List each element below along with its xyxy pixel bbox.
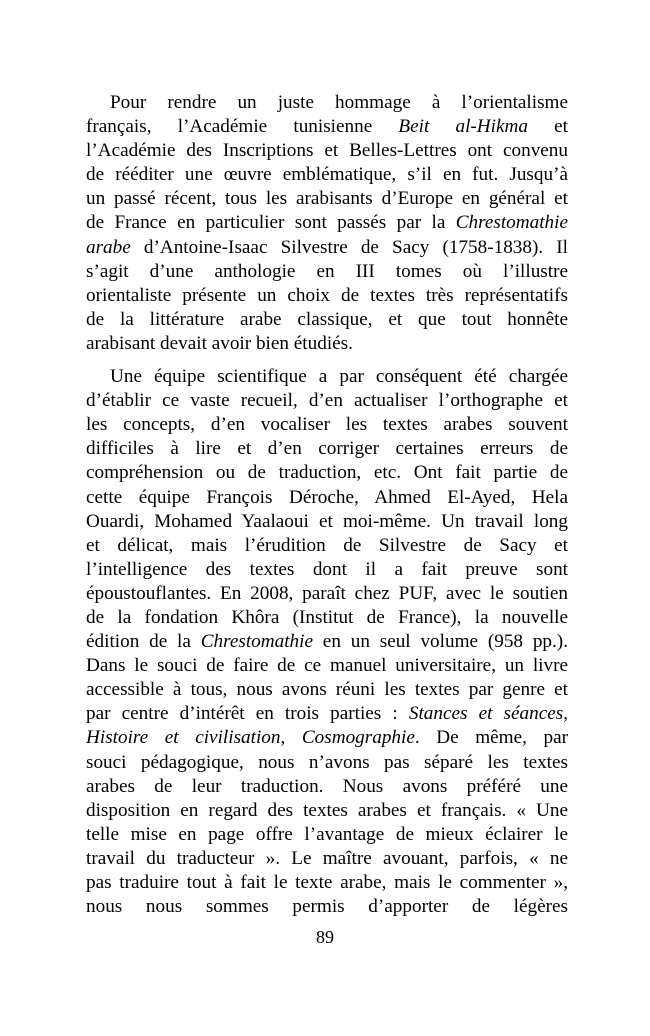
text-line: souci pédagogique, nous n’avons pas séparé les textes (86, 751, 568, 773)
text-line: disposition en regard des textes arabes et français. « Une (86, 799, 568, 821)
text-line: l’intelligence des textes dont il a fait preuve sont (86, 558, 568, 580)
page-body (86, 91, 568, 919)
text-line: arabisant devait avoir bien étudiés. (86, 332, 353, 354)
text-line: et délicat, mais l’érudition de Silvestre de Sacy et (86, 534, 568, 556)
text-line (86, 115, 568, 139)
text-line: orientaliste présente un choix de textes très représentatifs (86, 284, 568, 306)
text-line: nous nous sommes permis d’apporter de légères (86, 896, 568, 918)
text-line: pas traduire tout à fait le texte arabe, mais le commenter », (86, 872, 568, 893)
text-line: cette équipe François Déroche, Ahmed El-Ayed, Hela (86, 486, 568, 508)
text-line: telle mise en page offre l’avantage de mieux éclairer le (86, 823, 568, 845)
text-line: arabes de leur traduction. Nous avons préféré une (86, 775, 568, 797)
text-line: accessible à tous, nous avons réuni les textes par genre et (86, 679, 568, 701)
text-line: Dans le souci de faire de ce manuel universitaire, un livre (86, 655, 568, 677)
text-line: Pour rendre un juste hommage à l’orientalisme (110, 92, 568, 113)
text-line: Une équipe scientifique a par conséquent été chargée (110, 366, 568, 388)
text-line (86, 236, 568, 260)
text-line: de la littérature arabe classique, et que tout honnête (86, 308, 568, 330)
paragraph-1 (86, 91, 568, 356)
text-line: travail du traducteur ». Le maître avouant, parfois, « ne (86, 847, 568, 869)
paragraph-2 (86, 365, 568, 919)
text-line: Ouardi, Mohamed Yaalaoui et moi-même. Un travail long (86, 510, 568, 532)
text-line: l’Académie des Inscriptions et Belles-Lettres ont convenu (86, 140, 568, 162)
text-line: de la fondation Khôra (Institut de France), la nouvelle (86, 606, 568, 628)
text-line: époustouflantes. En 2008, paraît chez PUF, avec le soutien (86, 582, 568, 604)
text-line-content: arabe d’Antoine-Isaac Silvestre de Sacy (1758-1838). Il (86, 236, 568, 258)
text-line: un passé récent, tous les arabisants d’Europe en général et (86, 188, 568, 210)
text-line: d’établir ce vaste recueil, d’en actualiser l’orthographe et (86, 390, 568, 412)
text-line: les concepts, d’en vocaliser les textes arabes souvent (86, 414, 568, 436)
text-line-content: Histoire et civilisation, Cosmographie. De même, par (86, 727, 568, 749)
text-line: compréhension ou de traduction, etc. Ont fait partie de (86, 462, 568, 484)
text-line-content: français, l’Académie tunisienne Beit al-Hikma et (86, 116, 568, 138)
text-line: de rééditer une œuvre emblématique, s’il en fut. Jusqu’à (86, 164, 568, 186)
text-line (86, 211, 568, 235)
text-line (86, 630, 568, 654)
text-line (86, 726, 568, 750)
text-line: s’agit d’une anthologie en III tomes où l’illustre (86, 260, 568, 282)
text-line: difficiles à lire et d’en corriger certaines erreurs de (86, 438, 568, 460)
page-number: 89 (316, 927, 334, 947)
text-line-content: de France en particulier sont passés par la Chrestomathie (86, 212, 568, 234)
text-line-content: édition de la Chrestomathie en un seul volume (958 pp.). (86, 631, 568, 653)
text-line-content: par centre d’intérêt en trois parties : Stances et séances, (86, 703, 568, 725)
text-line (86, 702, 568, 726)
